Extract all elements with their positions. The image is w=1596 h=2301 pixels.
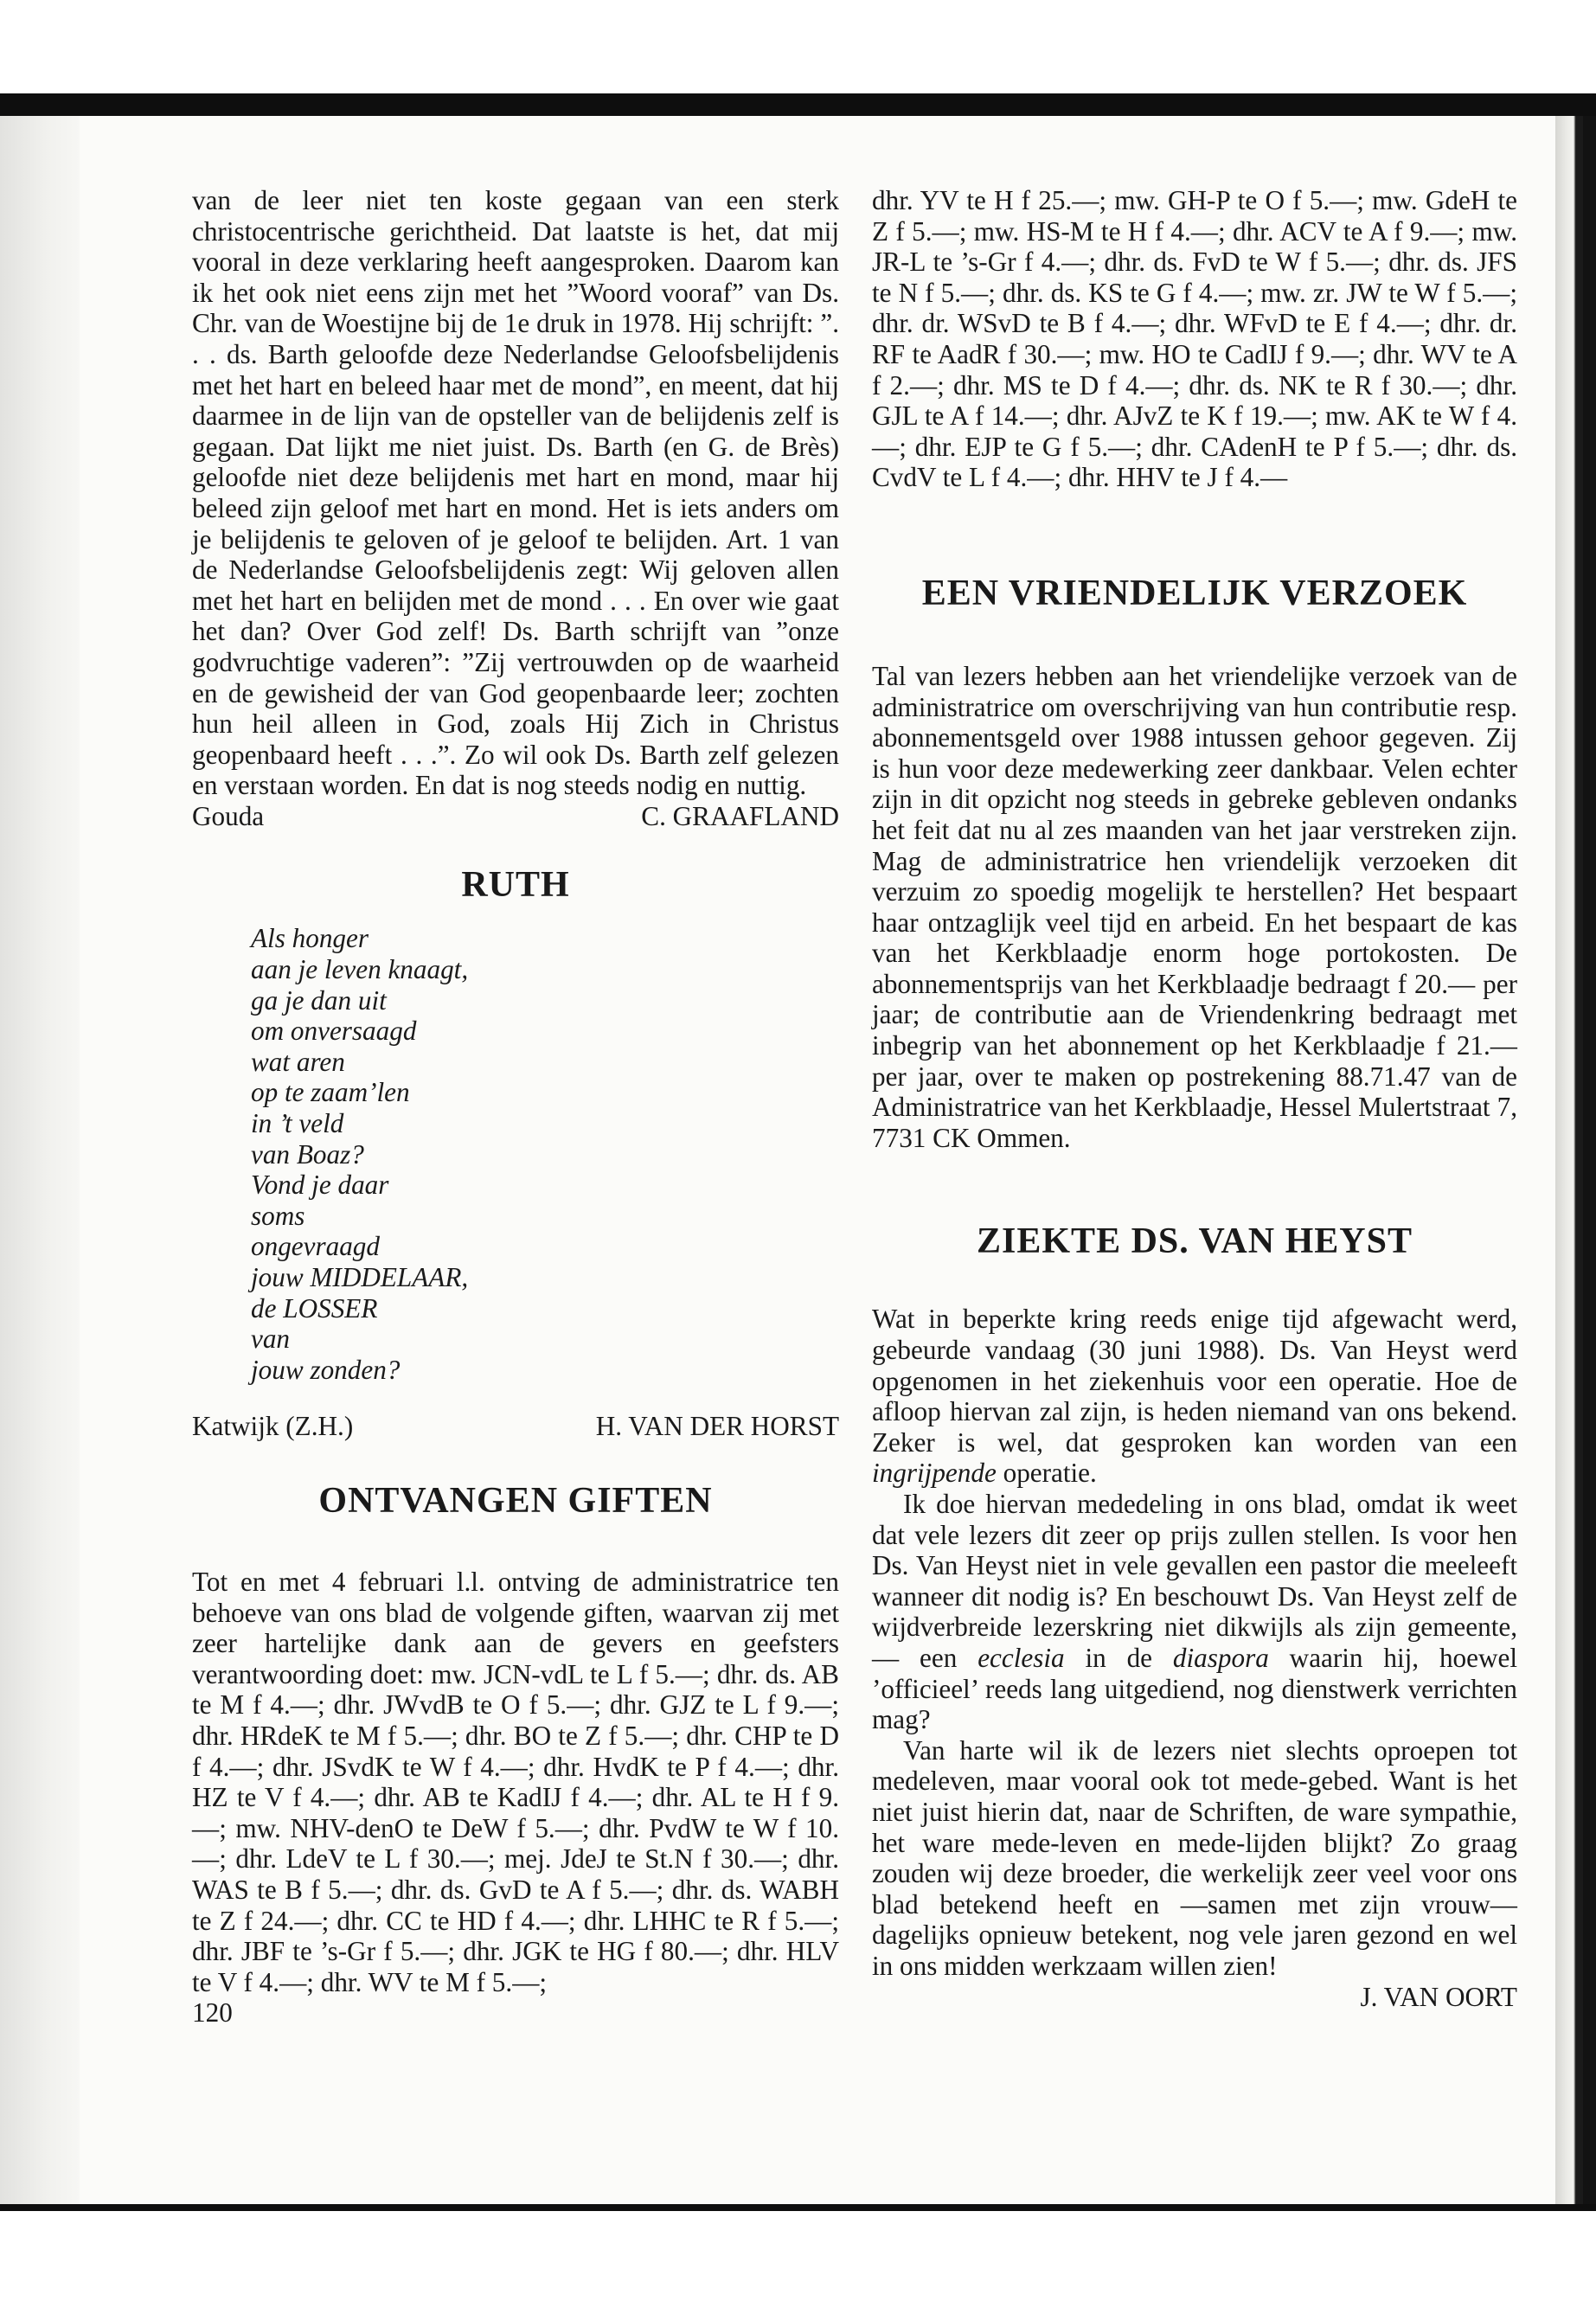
heyst-signature [872, 1982, 1517, 2013]
giften-paragraph: Tot en met 4 februari l.l. ontving de administratrice ten behoeve van ons blad de volgende giften, waarvan zij met zeer hartelijke dank aan de gevers en geefsters verantwoording doet: mw. JCN-vdL te L f 5.—; dhr. ds. AB te M f 4.—; dhr. JWvdB te O f 5.—; dhr. GJZ te L f 9.—; dhr. HRdeK te M f 5.—; dhr. BO te Z f 5.—; dhr. CHP te D f 4.—; dhr. JSvdK te W f 4.—; dhr. HvdK te P f 4.—; dhr. HZ te V f 4.—; dhr. AB te KadIJ f 4.—; dhr. AL te H f 9.—; mw. NHV-denO te DeW f 5.—; dhr. PvdW te W f 10.—; dhr. LdeV te L f 30.—; mej. JdeJ te St.N f 30.—; dhr. WAS te B f 5.—; dhr. ds. GvD te A f 5.—; dhr. ds. WABH te Z f 24.—; dhr. CC te HD f 4.—; dhr. LHHC te R f 5.—; dhr. JBF te ’s-Gr f 5.—; dhr. JGK te HG f 80.—; dhr. HLV te V f 4.—; dhr. WV te M f 5.—; [192, 1566, 839, 1997]
giften-continued-paragraph: dhr. YV te H f 25.—; mw. GH-P te O f 5.—; mw. GdeH te Z f 5.—; mw. HS-M te H f 4.—; dhr. ACV te A f 9.—; mw. JR-L te ’s-Gr f 4.—; dhr. ds. FvD te W f 5.—; dhr. ds. JFS te N f 5.—; dhr. ds. KS te G f 4.—; mw. zr. JW te W f 5.—; dhr. dr. WSvD te B f 4.—; dhr. WFvD te E f 4.—; dhr. dr. RF te AadR f 30.—; mw. HO te CadIJ f 9.—; dhr. WV te A f 2.—; dhr. MS te D f 4.—; dhr. ds. NK te R f 30.—; dhr. GJL te A f 14.—; dhr. AJvZ te K f 19.—; mw. AK te W f 4.—; dhr. EJP te G f 5.—; dhr. CAdenH te P f 5.—; dhr. ds. CvdV te L f 4.—; dhr. HHV te J f 4.— [872, 185, 1517, 493]
ruth-poem [251, 923, 839, 1385]
ruth-poem-line: jouw MIDDELAAR, [251, 1262, 469, 1292]
page-number: 120 [192, 1997, 233, 2029]
giften-heading: ONTVANGEN GIFTEN [318, 1480, 713, 1521]
ruth-poem-line: wat aren [251, 1046, 345, 1077]
scan-left-margin [0, 116, 80, 2209]
intro-place: Gouda [192, 800, 265, 831]
ruth-poem-line: van [251, 1324, 291, 1355]
intro-author: C. GRAAFLAND [641, 800, 839, 831]
heyst-p2-text-a: Ik doe hiervan mededeling in ons blad, omdat ik weet dat vele lezers dit zeer op prijs zullen stellen. Is voor hen Ds. Van Heyst niet in vele gevallen een pastor die meeleeft wanneer dit nodig is? En beschouwt Ds. Van Heyst zelf de wijdverbreide lezerskring niet dikwijls als zijn gemeente, — een [872, 1489, 1517, 1673]
left-column [192, 185, 839, 2029]
heyst-p1-emphasis: ingrijpende [872, 1458, 997, 1489]
ruth-poem-line: op te zaam’len [251, 1077, 410, 1108]
ruth-signature [192, 1411, 839, 1442]
book-cover-edge [1583, 116, 1596, 2209]
heyst-p2-text-c: waarin hij, hoewel ’officieel’ reeds lang uitgediend, nog dienstwerk verrichten mag? [872, 1642, 1518, 1735]
heyst-p2-emphasis-diaspora: diaspora [1172, 1642, 1269, 1673]
heyst-p1-text-end: operatie. [996, 1458, 1097, 1489]
heyst-p1-text: Wat in beperkte kring reeds enige tijd afgewacht werd, gebeurde vandaag (30 juni 1988). Ds. Van Heyst werd opgenomen in het ziekenhuis voor een operatie. Hoe de afloop hiervan zal zijn, is heden niemand van ons bekend. Zeker is wel, dat gesproken kan worden van een [872, 1304, 1517, 1458]
ruth-poem-line: in ’t veld [251, 1108, 344, 1139]
heyst-author: J. VAN OORT [1360, 1981, 1517, 2012]
ruth-poem-line: Als honger [251, 923, 369, 954]
ruth-poem-line: Vond je daar [251, 1170, 389, 1201]
scan-top-border [0, 93, 1596, 116]
ruth-poem-line: van Boaz? [251, 1138, 364, 1170]
heyst-paragraph-3: Van harte wil ik de lezers niet slechts oproepen tot medeleven, maar vooral ook tot mede-gebed. Want is het niet juist hierin dat, naar de Schriften, de ware sympathie, het ware mede-leven en mede-lijden blijkt? Zo graag zouden wij deze broeder, die werkelijk zeer veel voor ons blad betekend heeft en —samen met zijn vrouw— dagelijks opnieuw betekent, nog vele jaren gezond en wel in ons midden werkzaam willen zien! [872, 1734, 1517, 1981]
right-column [872, 185, 1517, 2012]
heyst-p2-emphasis-ecclesia: ecclesia [977, 1642, 1065, 1673]
ruth-heading: RUTH [461, 865, 570, 906]
verzoek-heading: EEN VRIENDELIJK VERZOEK [921, 573, 1468, 613]
heyst-paragraph-1 [872, 1304, 1517, 1489]
ruth-poem-line: soms [251, 1200, 305, 1231]
ruth-poem-line: jouw zonden? [251, 1354, 401, 1385]
verzoek-paragraph: Tal van lezers hebben aan het vriendelijke verzoek van de administratrice om overschrijving van hun contributie resp. abonnementsgeld over 1988 intussen gehoor gegeven. Zij is hun voor deze medewerking zeer dankbaar. Velen echter zijn in dit opzicht nog steeds in gebreke gebleven ondanks het feit dat nu al zes maanden van het jaar verstreken zijn. Mag de administratrice hen vriendelijk verzoeken dit verzuim zo spoedig mogelijk te herstellen? Het bespaart haar ontzaglijk veel tijd en arbeid. En het bespaart de kas van het Kerkblaadje enorm hoge portokosten. De abonnementsprijs van het Kerkblaadje bedraagt f 20.— per jaar; de contributie aan de Vriendenkring bedraagt met inbegrip van het abonnement op het Kerkblaadje f 21.— per jaar, over te maken op postrekening 88.71.47 van de Administratrice van het Kerkblaadje, Hessel Mulertstraat 7, 7731 CK Ommen. [872, 660, 1517, 1153]
intro-paragraph: van de leer niet ten koste gegaan van een sterk christocentrische gerichtheid. Dat laatste is het, dat mij vooral in deze verklaring heeft aangesproken. Daarom kan ik het ook niet eens zijn met het ”Woord vooraf” van Ds. Chr. van de Woestijne bij de 1e druk in 1978. Hij schrijft: ”. . . ds. Barth geloofde deze Nederlandse Geloofsbelijdenis met het hart en beleed haar met de mond”, en meent, dat hij daarmee in de lijn van de opsteller van de belijdenis zelf is gegaan. Dat lijkt me niet juist. Ds. Barth (en G. de Brès) geloofde niet deze belijdenis met hart en mond, maar hij beleed zijn geloof met hart en mond. Het is iets anders om je belijdenis te geloven of je geloof te belijden. Art. 1 van de Nederlandse Geloofsbelijdenis zegt: Wij geloven allen met het hart en belijden met de mond . . . En over wie gaat het dan? Over God zelf! Ds. Barth schrijft van ”onze godvruchtige vaderen”: ”Zij vertrouwden op de waarheid en de gewisheid der van God geopenbaarde leer; zochten hun heil alleen in God, zoals Hij Zich in Christus geopenbaard heeft . . .”. Zo wil ook Ds. Barth zelf gelezen en verstaan worden. En dat is nog steeds nodig en nuttig. [192, 185, 839, 801]
intro-signature [192, 801, 839, 832]
ruth-author: H. VAN DER HORST [595, 1411, 839, 1442]
ruth-poem-line: ga je dan uit [251, 984, 387, 1016]
scan-bottom-border [0, 2204, 1596, 2211]
ruth-poem-line: ongevraagd [251, 1231, 380, 1262]
heyst-heading: ZIEKTE DS. VAN HEYST [977, 1221, 1413, 1262]
heyst-paragraph-2 [872, 1489, 1517, 1735]
ruth-poem-line: de LOSSER [251, 1292, 378, 1324]
ruth-poem-line: om onversaagd [251, 1016, 417, 1047]
ruth-place: Katwijk (Z.H.) [192, 1411, 354, 1442]
ruth-poem-line: aan je leven knaagt, [251, 954, 469, 985]
heyst-p2-text-b: in de [1064, 1642, 1173, 1673]
